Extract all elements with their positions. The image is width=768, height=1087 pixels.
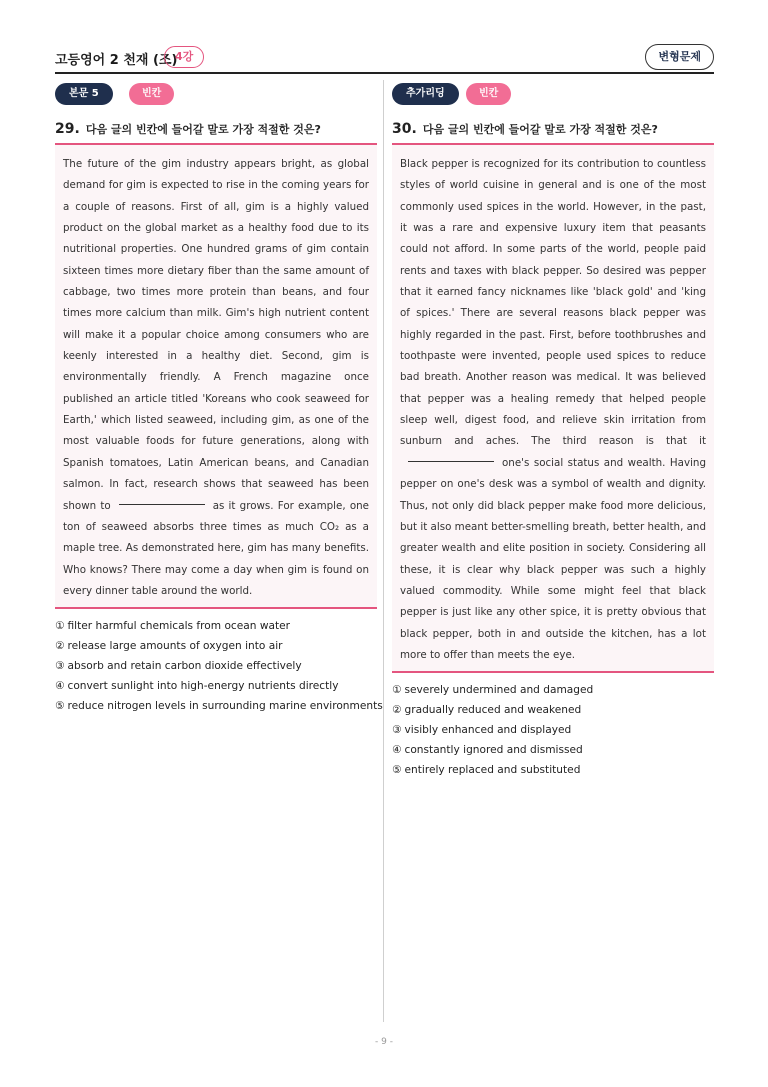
choice-number: ① xyxy=(55,620,65,633)
passage-box xyxy=(55,145,377,607)
column-divider xyxy=(383,80,384,1022)
choice-number: ④ xyxy=(55,680,65,693)
question-text: 다음 글의 빈칸에 들어갈 말로 가장 적절한 것은? xyxy=(85,123,321,136)
choice-text: constantly ignored and dismissed xyxy=(404,744,583,757)
question-heading xyxy=(55,121,377,139)
question-29-column xyxy=(55,83,383,716)
answer-blank xyxy=(119,504,205,505)
choice-3[interactable] xyxy=(392,720,714,740)
question-number: 29. xyxy=(55,121,80,137)
choice-number: ④ xyxy=(392,744,402,757)
choice-5[interactable] xyxy=(392,760,714,780)
choice-1[interactable] xyxy=(392,680,714,700)
passage-text xyxy=(400,154,706,666)
header-divider xyxy=(55,72,714,74)
passage-before-blank: The future of the gim industry appears bright, as global demand for gim is expected to rise in the coming years for a couple of reasons. First of all, gim is a highly valued product on the global market as a healthy food due to its nutritional properties. One hundred grams of gim contain sixteen times more dietary fiber than the same amount of cabbage, two times more protein than beans, and four times more calcium than milk. Gim's high nutrient content will make it a popular choice among consumers who are keenly interested in a healthy diet. Second, gim is environmentally friendly. A French magazine once published an article titled 'Koreans who cook seaweed for Earth,' which listed seaweed, including gim, as one of the most valuable foods for future generations, along with Spanish tomatoes, Latin American beans, and Canadian salmon. In fact, research shows that seaweed has been shown to xyxy=(63,158,369,512)
source-tag: 본문 5 xyxy=(55,83,113,105)
question-30-column xyxy=(392,83,714,780)
choice-5[interactable] xyxy=(55,696,383,716)
choice-text: absorb and retain carbon dioxide effectively xyxy=(67,660,302,673)
choice-number: ② xyxy=(55,640,65,653)
choice-number: ① xyxy=(392,684,402,697)
passage-rule xyxy=(392,671,714,673)
page-number: - 9 - xyxy=(375,1037,393,1047)
passage-after-blank: one's social status and wealth. Having pepper on one's desk was a symbol of wealth and dignity. Thus, not only did black pepper make food more delicious, but it also meant better-smelling breath, better health, and greater wealth and elite position in society. Considering all these, it is clear why black pepper was such a highly valued commodity. While some might feel that black pepper is just like any other spice, it is pretty obvious that black pepper, both in and outside the kitchen, has a lot more to offer than meets the eye. xyxy=(400,456,706,661)
page-header xyxy=(55,44,714,74)
source-tag: 추가리딩 xyxy=(392,83,459,105)
choice-text: release large amounts of oxygen into air xyxy=(67,640,283,653)
choice-3[interactable] xyxy=(55,656,377,676)
choice-number: ⑤ xyxy=(392,764,402,777)
passage-box xyxy=(392,145,714,671)
choice-text: filter harmful chemicals from ocean water xyxy=(67,620,291,633)
question-tags xyxy=(392,83,714,105)
choice-text: severely undermined and damaged xyxy=(404,684,594,697)
passage-text xyxy=(63,154,369,602)
choice-2[interactable] xyxy=(392,700,714,720)
choice-text: convert sunlight into high-energy nutrients directly xyxy=(67,680,339,693)
problem-type-badge: 변형문제 xyxy=(645,44,714,70)
choice-text: visibly enhanced and displayed xyxy=(404,724,572,737)
choice-1[interactable] xyxy=(55,616,377,636)
type-tag: 빈칸 xyxy=(466,83,511,105)
choice-number: ② xyxy=(392,704,402,717)
choice-4[interactable] xyxy=(392,740,714,760)
choice-text: gradually reduced and weakened xyxy=(404,704,582,717)
choice-number: ③ xyxy=(392,724,402,737)
choice-4[interactable] xyxy=(55,676,377,696)
choice-number: ③ xyxy=(55,660,65,673)
choice-2[interactable] xyxy=(55,636,377,656)
question-tags xyxy=(55,83,377,105)
passage-rule xyxy=(55,607,377,609)
type-tag: 빈칸 xyxy=(129,83,174,105)
question-text: 다음 글의 빈칸에 들어갈 말로 가장 적절한 것은? xyxy=(422,123,658,136)
answer-choices xyxy=(55,616,383,716)
choice-text: entirely replaced and substituted xyxy=(404,764,581,777)
passage-after-blank: as it grows. For example, one ton of seaweed absorbs three times as much CO₂ as a maple tree. As demonstrated here, gim has many benefits. Who knows? There may come a day when gim is found on every dinner table around the world. xyxy=(63,499,370,597)
book-title: 고등영어 2 천재 (조) xyxy=(55,53,178,68)
lesson-badge: 4강 xyxy=(164,46,204,68)
question-heading xyxy=(392,121,714,139)
choice-text: reduce nitrogen levels in surrounding marine environments xyxy=(67,700,383,713)
choice-number: ⑤ xyxy=(55,700,65,713)
answer-blank xyxy=(408,461,494,462)
passage-before-blank: Black pepper is recognized for its contribution to countless styles of world cuisine in general and is one of the most commonly used spices in the world. However, in the past, it was a rare and expensive luxury item that peasants could not afford. In some parts of the world, people paid rents and taxes with black pepper. So desired was pepper that it earned fancy nicknames like 'black gold' and 'king of spices.' There are several reasons black pepper was highly regarded in the past. First, before toothbrushes and toothpaste were invented, people used spices to reduce bad breath. Another reason was medical. It was believed that pepper was a healing remedy that helped people sleep well, digest food, and relieve skin irritation from sunburn and aches. The third reason is that it xyxy=(400,158,706,448)
answer-choices xyxy=(392,680,714,780)
question-number: 30. xyxy=(392,121,417,137)
